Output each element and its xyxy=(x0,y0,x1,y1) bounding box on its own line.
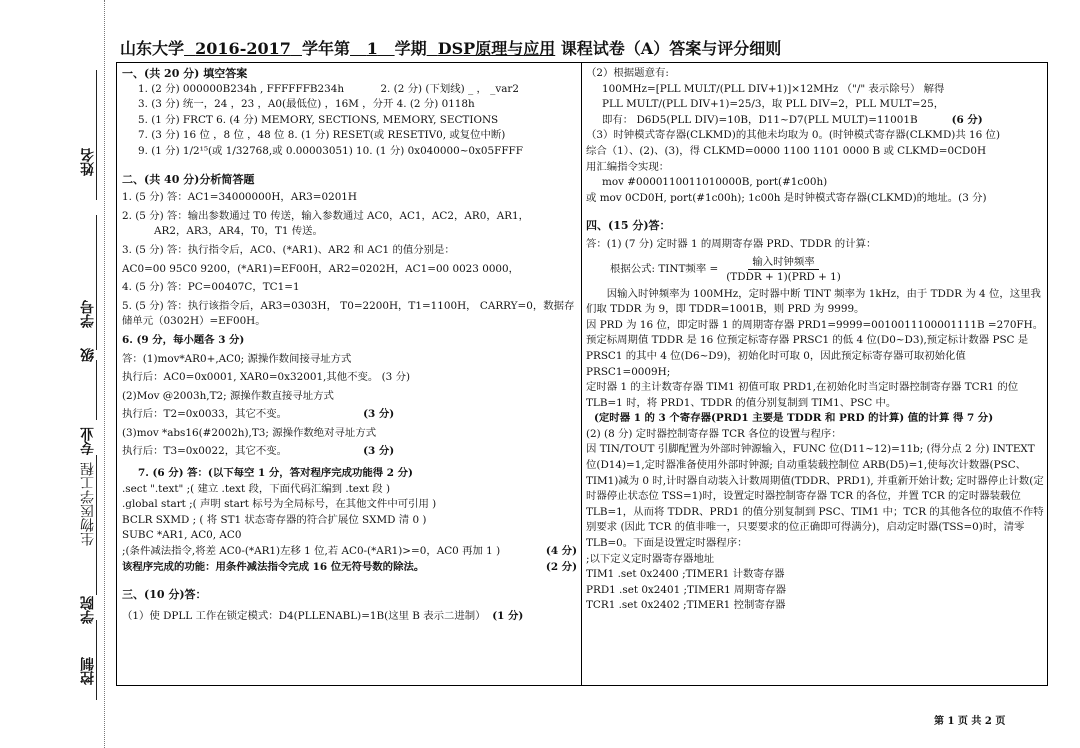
r-line-8: mov #0000110011010000B, port(#1c00h) xyxy=(602,176,828,189)
q7-code-1: .sect ".text" ;( 建立 .text 段，下面代码汇编到 .text 段 ) xyxy=(122,482,391,495)
s4-line-1: 答：(1) (7 分) 定时器 1 的周期寄存器 PRD、TDDR 的计算： xyxy=(586,237,877,250)
sidebar-grade-label: 级 xyxy=(80,348,96,362)
s4-para-5: (2) (8 分) 定时器控制寄存器 TCR 各位的设置与程序： xyxy=(586,427,842,440)
s4-para-2: 因 PRD 为 16 位，即定时器 1 的周期寄存器 PRD1=9999=0010011100001111B =270FH。预定标周期值 TDDR 是 16 位预定标寄存器 PRSC1 的低 4 位(D0~D3),预定标计数器 PSC 是 PRSC1 的其中 4 位(D6~D9)，初始化时可取 0，因此预定标寄存器可取初始化值 PRSC1=0009H; xyxy=(586,318,1044,378)
q7-code-2: .global start ;( 声明 start 标号为全局标号，在其他文件中可引用 ) xyxy=(122,498,437,511)
sidebar-major-line xyxy=(96,455,97,595)
s4-para-1: 因输入时钟频率为 100MHz，定时器中断 TINT 频率为 1kHz，由于 TDDR 为 4 位，这里我们取 TDDR 为 9，即 TDDR=1001B，则 PRD 为 9999。 xyxy=(586,287,1041,316)
sidebar-student-id-label: 学号 xyxy=(80,300,96,328)
formula-denominator: (TDDR + 1)(PRD + 1) xyxy=(726,271,841,284)
section-1-title: 一、(共 20 分) 填空答案 xyxy=(122,67,248,80)
s4-para-4: (定时器 1 的 3 个寄存器(PRD1 主要是 TDDR 和 PRD 的计算) 值的计算 得 7 分) xyxy=(594,412,994,425)
r-line-3: PLL MULT/(PLL DIV+1)=25/3，取 PLL DIV=2，PLL MULT=25， xyxy=(602,98,945,111)
title-term: 1 xyxy=(366,39,378,58)
q3-answer-b: AC0=00 95C0 9200，(*AR1)=EF00H，AR2=0202H，AC1=00 0023 0000， xyxy=(122,262,520,275)
title-exam: 课程试卷（A）答案与评分细则 xyxy=(560,39,782,58)
binding-dotted-line xyxy=(104,0,105,748)
r-line-5: （3）时钟模式寄存器(CLKMD)的其他未均取为 0。(时钟模式寄存器(CLKMD)共 16 位) xyxy=(586,129,1000,142)
page-title xyxy=(120,36,781,59)
code-prd1: PRD1 .set 0x2401 ;TIMER1 周期寄存器 xyxy=(586,583,786,596)
s1-line-4: 7. (3 分) 16 位 ，8 位 ，48 位 8. (1 分) RESET(或 RESETIV0, 或复位中断) xyxy=(138,129,506,142)
sidebar-major-label: 专业 xyxy=(80,427,96,455)
right-column xyxy=(586,66,1044,614)
sidebar-control-label: 控制 xyxy=(80,657,96,685)
q6-title: 6. (9 分，每小题各 3 分) xyxy=(122,333,245,346)
q7-code-5: ;(条件减法指令,将差 AC0-(*AR1)左移 1 位,若 AC0-(*AR1)>=0，AC0 再加 1 ) (4 分) xyxy=(122,545,577,558)
q7-code-4: SUBC *AR1, AC0, AC0 xyxy=(122,529,242,542)
s4-para-3: 定时器 1 的主计数寄存器 TIM1 初值可取 PRD1,在初始化时当定时器控制寄存器 TCR1 的位 TLB=1 时，将 PRD1、TDDR 的值分别复制到 TIM1、PSC 中。 xyxy=(586,381,1019,409)
code-tcr1: TCR1 .set 0x2402 ;TIMER1 控制寄存器 xyxy=(586,599,786,612)
s3-line-1: （1）使 DPLL 工作在锁定模式：D4(PLLENABL)=1B(这里 B 表示二进制） (1 分) xyxy=(122,609,524,622)
title-term-suffix: 学期 xyxy=(394,39,427,58)
r-line-2: 100MHz=[PLL MULT/(PLL DIV+1)]×12MHz （"/" 表示除号） 解得 xyxy=(602,82,945,95)
left-column xyxy=(122,66,577,624)
q7-title: 7. (6 分) 答：(以下每空 1 分，答对程序完成功能得 2 分) xyxy=(138,467,413,480)
formula-label: 根据公式: TINT频率 = xyxy=(610,262,719,275)
column-divider xyxy=(581,62,582,686)
q6-2b: 执行后：T2=0x0033，其它不变。 (3 分) xyxy=(122,408,395,421)
r-line-9: 或 mov 0CD0H, port(#1c00h); 1c00h 是时钟模式寄存器(CLKMD)的地址。(3 分) xyxy=(586,191,987,204)
q6-1b: 执行后：AC0=0x0001, XAR0=0x32001,其他不变。 (3 分) xyxy=(122,371,411,384)
s1-line-5: 9. (1 分) 1/2¹⁵(或 1/32768,或 0.00003051) 10. (1 分) 0x040000~0x05FFFF xyxy=(138,144,523,157)
section-2-title: 二、(共 40 分)分析简答题 xyxy=(122,172,255,186)
page-number: 第 1 页 共 2 页 xyxy=(934,716,1006,727)
s1-line-3: 5. (1 分) FRCT 6. (4 分) MEMORY, SECTIONS, MEMORY, SECTIONS xyxy=(138,113,499,126)
code-tim1: TIM1 .set 0x2400 ;TIMER1 计数寄存器 xyxy=(586,568,785,581)
section-4-title: 四、(15 分)答： xyxy=(586,219,671,233)
title-school: 山东大学 xyxy=(120,39,185,58)
q7-code-6: 该程序完成的功能：用条件减法指令完成 16 位无符号数的除法。 (2 分) xyxy=(122,560,577,573)
q7-code-3: BCLR SXMD ; ( 将 ST1 状态寄存器的符合扩展位 SXMD 清 0 ) xyxy=(122,513,427,526)
title-year: 2016-2017 xyxy=(195,39,291,58)
title-year-suffix: 学年第 xyxy=(302,39,351,58)
q6-2a: (2)Mov @2003h,T2; 源操作数直接寻址方式 xyxy=(122,389,334,402)
sidebar-control-line xyxy=(96,620,97,700)
sidebar-major-value: 生物医学工程 xyxy=(80,462,96,546)
q1-answer: 1. (5 分) 答：AC1=34000000H，AR3=0201H xyxy=(122,191,357,204)
sidebar-student-id-line xyxy=(96,215,97,350)
r-line-1: （2）根据题意有: xyxy=(586,67,669,79)
formula-numerator: 输入时钟频率 xyxy=(748,255,818,270)
q3-answer-a: 3. (5 分) 答：执行指令后，AC0、(*AR1)、AR2 和 AC1 的值分别是： xyxy=(122,243,455,256)
r-line-4: 即有： D6D5(PLL DIV)=10B，D11~D7(PLL MULT)=11001B (6 分) xyxy=(602,113,983,126)
s1-line-1: 1. (2 分) 000000B234h , FFFFFFB234h 2. (2 分) (下划线) _ ， _var2 xyxy=(138,82,519,95)
s4-para-7: ;以下定义定时器寄存器地址 xyxy=(586,552,715,565)
q6-3b: 执行后：T3=0x0022，其它不变。 (3 分) xyxy=(122,445,395,458)
r-line-6: 综合（1）、(2)、(3)，得 CLKMD=0000 1100 1101 0000 B 或 CLKMD=0CD0H xyxy=(586,144,987,157)
section-3-title: 三、(10 分)答： xyxy=(122,588,207,602)
section-1-answers xyxy=(122,82,577,160)
sidebar-name-line xyxy=(96,70,97,200)
q2-answer-a: 2. (5 分) 答：输出参数通过 T0 传送，输入参数通过 AC0，AC1，AC2，AR0，AR1， xyxy=(122,209,530,222)
title-course: DSP原理与应用 xyxy=(437,39,556,58)
formula-fraction xyxy=(722,255,845,284)
q6-1a: 答：(1)mov*AR0+,AC0; 源操作数间接寻址方式 xyxy=(122,352,352,365)
q6-3a: (3)mov *abs16(#2002h),T3; 源操作数绝对寻址方式 xyxy=(122,426,377,439)
q2-answer-b: AR2，AR3，AR4，T0，T1 传送。 xyxy=(154,225,323,238)
r-line-7: 用汇编指令实现： xyxy=(586,160,670,173)
formula-tint xyxy=(586,253,1044,287)
s1-line-2: 3. (3 分) 统一，24 ，23 ，A0(最低位) ，16M ，分开 4. (2 分) 0118h xyxy=(138,98,475,111)
sidebar-college-label: 学院 xyxy=(80,596,96,624)
q4-answer: 4. (5 分) 答：PC=00407C，TC1=1 xyxy=(122,281,300,294)
q5-answer: 5. (5 分) 答：执行该指令后，AR3=0303H， T0=2200H，T1=1100H， CARRY=0，数据存储单元（0302H）=EF00H。 xyxy=(122,299,575,328)
sidebar-name-label: 姓名 xyxy=(80,148,96,176)
s4-para-6: 因 TIN/TOUT 引脚配置为外部时钟源输入，FUNC 位(D11~12)=11b; (得分点 2 分) INTEXT 位(D14)=1,定时器准备使用外部时钟源; 自动重装载控制位 ARB(D5)=1,使每次计数器(PSC、TIM1)减为 0 时,计时器自动装入计数周期值(TDDR、PRD1), 并重新开始计数; 定时器停止计数(定时器停止状态位 TSS=1)时，设置定时器控制寄存器 TCR 的各位，并置 TCR 的定时器装载位 TLB=1，从而将 TDDR、PRD1 的值分别复制到 PSC、TIM1 中；TCR 的其他各位的取值不作特别要求 (因此 TCR 的值非唯一，只要要求的位正确即可得满分)，启动定时器(TSS=0)时，清零 TLB=0。下面是设置定时器程序： xyxy=(586,443,1044,550)
sidebar-grade-line xyxy=(96,360,97,420)
